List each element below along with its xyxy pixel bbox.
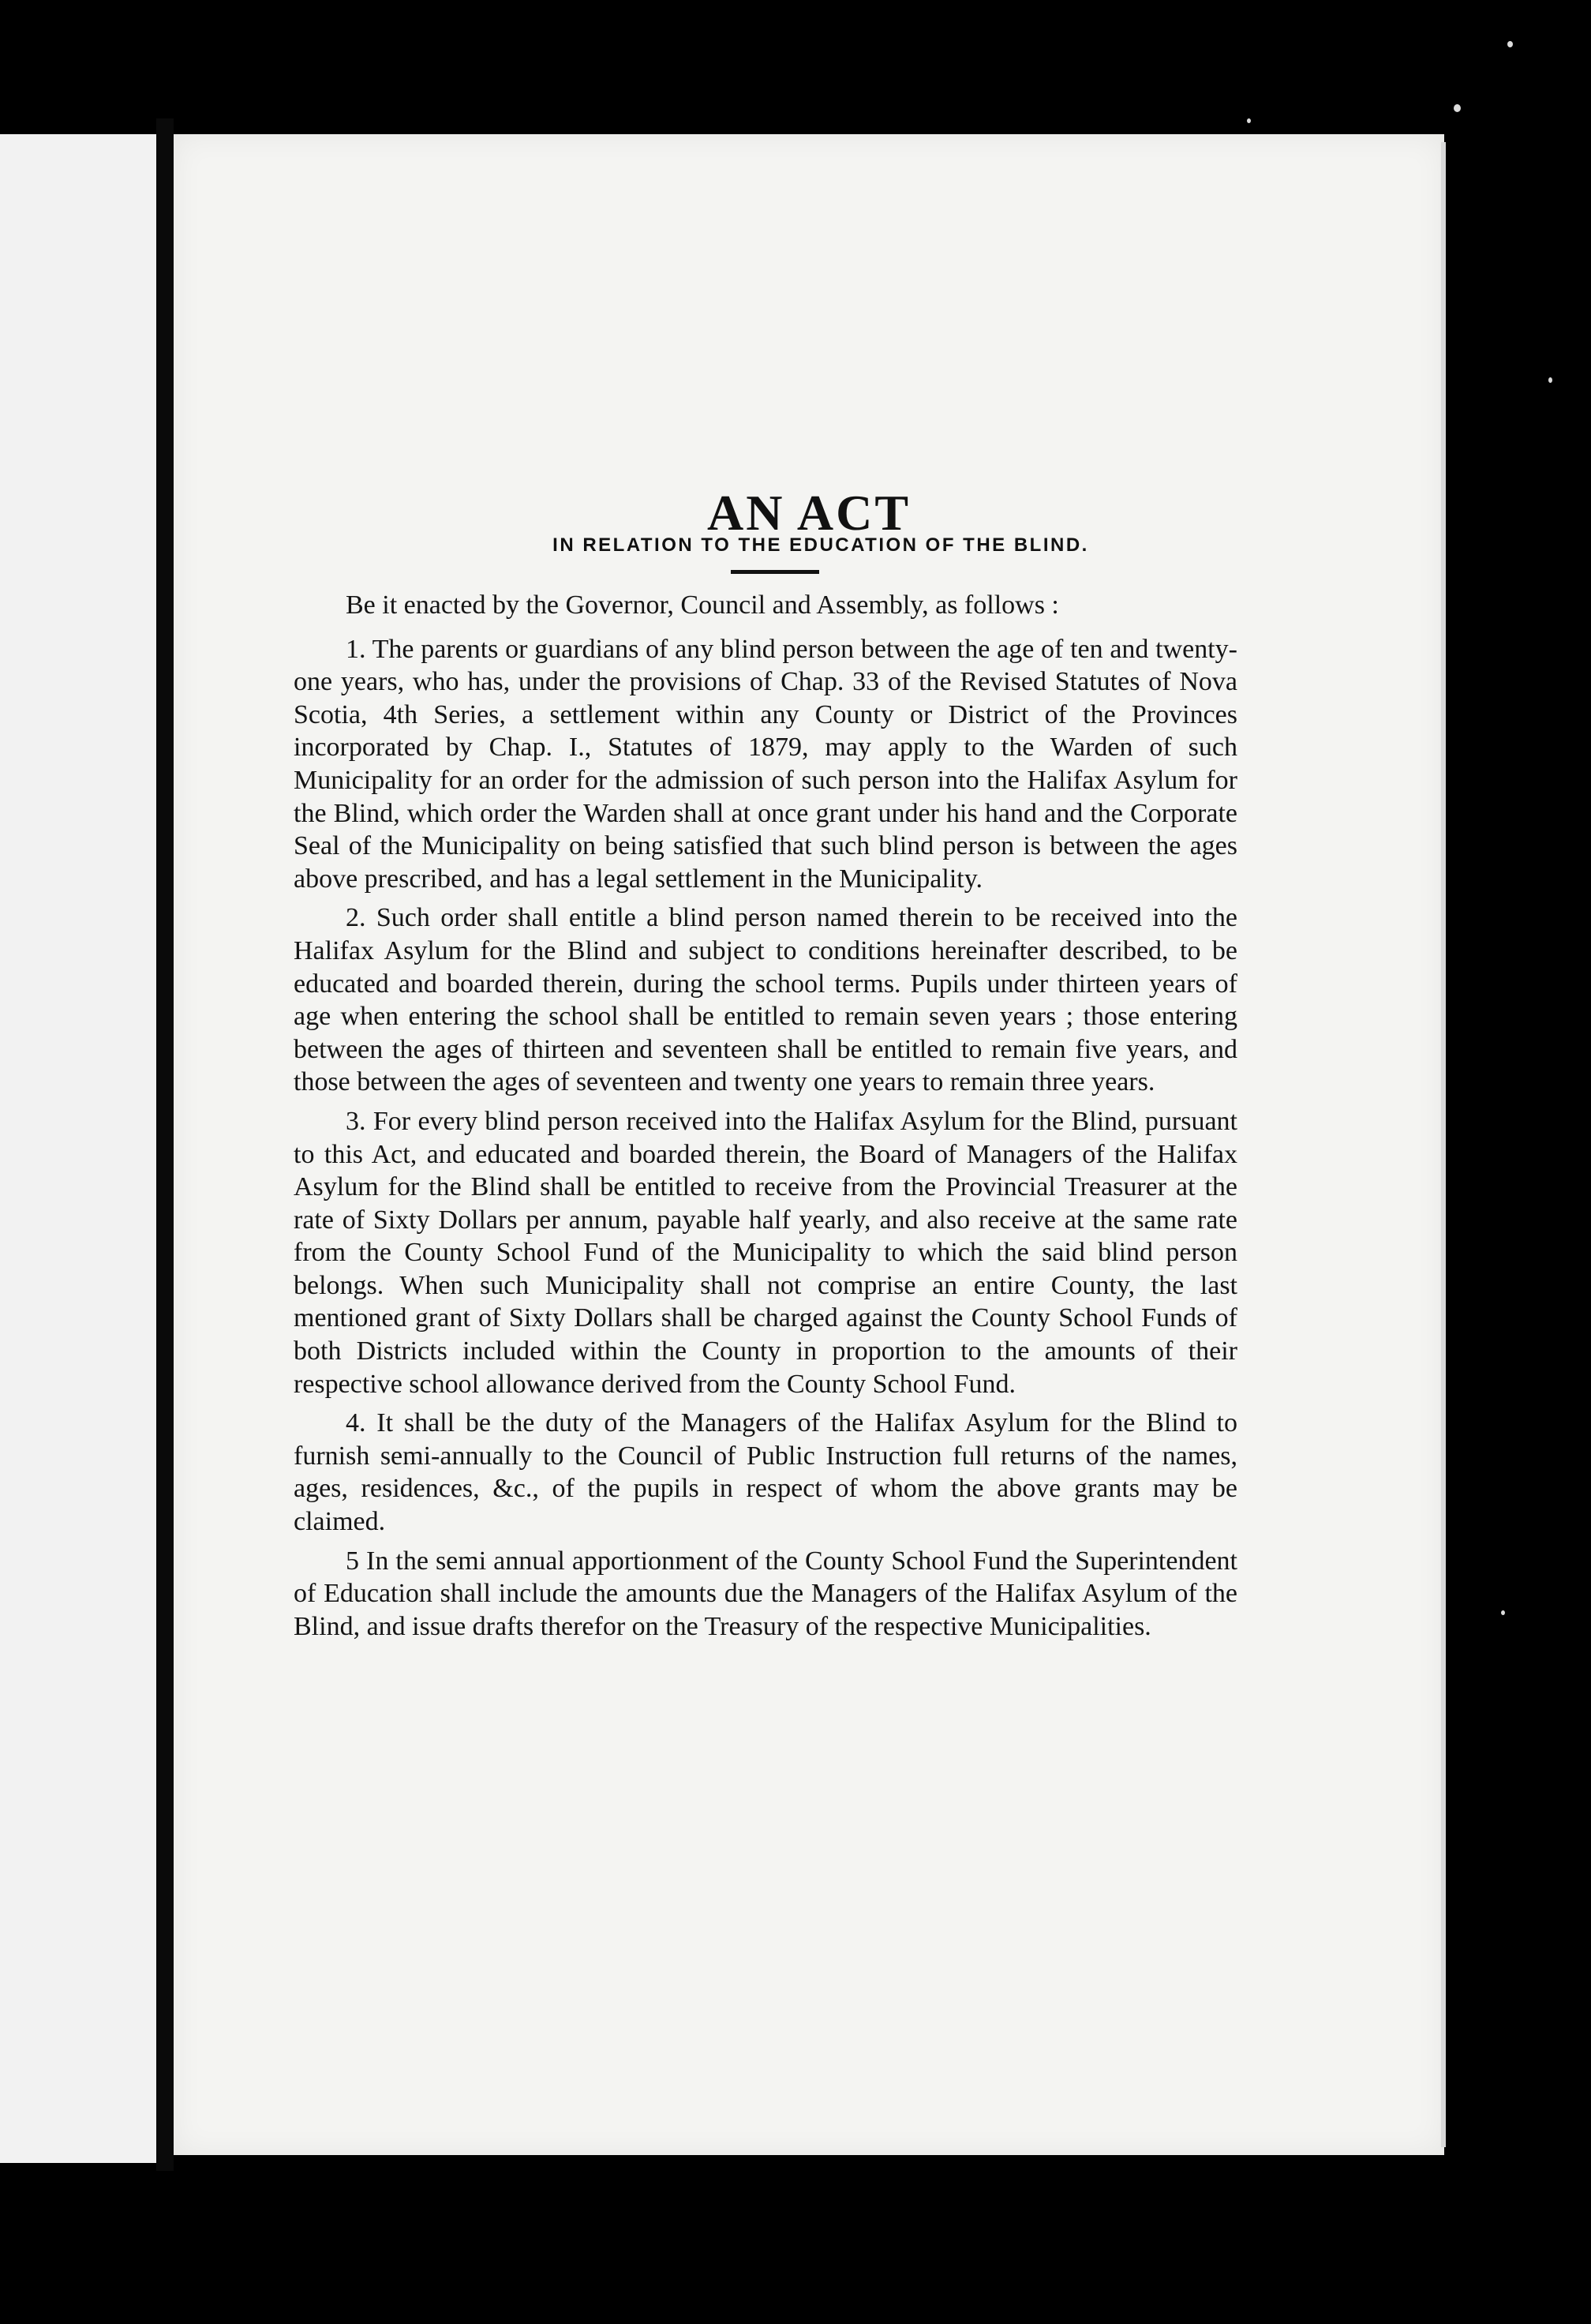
section-text: In the semi annual apportionment of the County School Fund the Superintendent of Education shall include the amounts due the Managers of the Halifax Asylum of the Blind, and issue drafts therefor on the Treasury of the respective Municipalities. [294,1546,1237,1641]
dust-speck [1501,1610,1505,1615]
dust-speck [1548,377,1552,383]
section-3 [294,1105,1237,1400]
adjacent-page [0,134,156,2163]
page-title: AN ACT [706,484,912,541]
page-subtitle: IN RELATION TO THE EDUCATION OF THE BLIND. [552,534,1089,556]
dust-speck [1247,118,1251,123]
section-text: Such order shall entitle a blind person named therein to be received into the Halifax Asylum for the Blind and subject to conditions hereinafter described, to be educated and boarded therein, during the school terms. Pupils under thirteen years of age when entering the school shall be entitled to remain seven years ; those entering between the ages of thirteen and seventeen shall be entitled to remain five years, and those between the ages of seventeen and twenty one years to remain three years. [294,903,1238,1097]
section-number: 1. [346,634,366,664]
section-4 [294,1407,1237,1538]
dust-speck [1507,41,1513,47]
section-text: It shall be the duty of the Managers of the Halifax Asylum for the Blind to furnish semi-annually to the Council of Public Instruction full returns of the names, ages, residences, &c., of the pupils in respect of whom the above grants may be claimed. [294,1408,1237,1537]
page-edge [1441,142,1446,2147]
enacting-clause: Be it enacted by the Governor, Council and Assembly, as follows : [346,590,1059,620]
section-number: 2. [346,903,366,933]
dust-speck [1454,104,1461,112]
section-text: For every blind person received into the Halifax Asylum for the Blind, pursuant to this Act, and educated and boarded therein, the Board of Managers of the Halifax Asylum for the Blind shall be entitled to receive from the Provincial Treasurer at the rate of Sixty Dollars per annum, payable half yearly, and also receive at the same rate from the County School Fund of the Municipality to which the said blind person belongs. When such Municipality shall not comprise an entire County, the last mentioned grant of Sixty Dollars shall be charged against the County School Funds of both Districts included within the County in proportion to the amounts of their respective school allowance derived from the County School Fund. [294,1106,1237,1399]
section-number: 5 [346,1546,359,1576]
act-body [294,589,1237,1649]
section-number: 3. [346,1106,366,1136]
book-gutter [156,118,174,2171]
title-divider [731,570,819,574]
section-text: The parents or guardians of any blind person between the age of ten and twenty-one years, who has, under the provisions of Chap. 33 of the Revised Statutes of Nova Scotia, 4th Series, a settlement within any County or District of the Provinces incorporated by Chap. I., Statutes of 1879, may apply to the Warden of such Municipality for an order for the admission of such person into the Halifax Asylum for the Blind, which order the Warden shall at once grant under his hand and the Corporate Seal of the Municipality on being satisfied that such blind person is between the ages above prescribed, and has a legal settlement in the Municipality. [294,634,1237,894]
section-number: 4. [346,1408,366,1438]
section-1 [294,633,1237,896]
section-2 [294,901,1237,1099]
section-5 [294,1545,1237,1644]
